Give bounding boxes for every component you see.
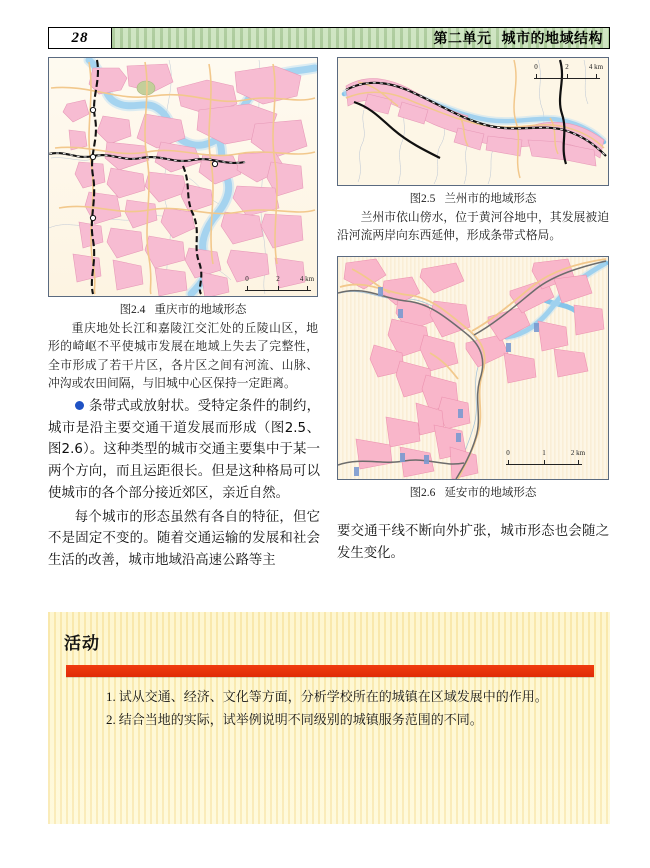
figure-2-5-note: 兰州市依山傍水，位于黄河谷地中，其发展被迫沿河流两岸向东西延伸，形成条带式格局。 <box>337 210 609 243</box>
activity-item-2-number: 2. <box>106 711 116 727</box>
figure-2-5-caption <box>337 190 609 206</box>
page-number: 28 <box>71 29 89 46</box>
paragraph-right: 要交通干线不断向外扩张，城市形态也会随之发生变化。 <box>337 524 609 561</box>
map-yanan <box>337 256 609 480</box>
activity-item-1-number: 1. <box>106 689 116 704</box>
scale-label-1: 2 <box>565 63 569 71</box>
figure-2-5-number: 图2.5 <box>409 193 436 205</box>
activity-list <box>106 686 606 732</box>
map-chongqing <box>48 57 318 297</box>
scale-label-2: 4 km <box>588 63 604 71</box>
scale-label-0: 0 <box>534 63 538 71</box>
figure-2-4-caption <box>48 301 318 317</box>
scalebar-fig-2-6 <box>506 448 586 465</box>
bullet-paragraph <box>48 396 320 505</box>
figure-2-4-note: 重庆地处长江和嘉陵江交汇处的丘陵山区，地形的崎岖不平使城市发展在地域上失去了完整性，全市形成了若干片区，各片区之间有河流、山脉、冲沟或农田间隔，与旧城中心区保持一定距离。 <box>48 321 318 390</box>
figure-2-4-title: 重庆市的地域形态 <box>154 304 247 316</box>
scale-label-2: 4 km <box>299 275 315 283</box>
activity-red-rule <box>66 665 594 677</box>
bullet-paragraph-text: 条带式或放射状。受特定条件的制约，城市是沿主要交通干道发展而形成（图2.5、图2.6）。这种类型的城市交通主要集中于某一两个方向，而且运距很长。但是这种格局可以使城市的各个部分接近郊区，亲近自然。 <box>48 399 320 501</box>
paragraph-left: 每个城市的形态虽然有各自的特征，但它不是固定不变的。随着交通运输的发展和社会生活的改善，城市地域沿高速公路等主 <box>48 509 320 568</box>
scale-label-1: 1 <box>542 449 546 457</box>
figure-2-4 <box>48 57 318 392</box>
map-lanzhou <box>337 57 609 186</box>
scale-label-1: 2 <box>276 275 280 283</box>
activity-item-2-text: 结合当地的实际，试举例说明不同级别的城镇服务范围的不同。 <box>118 711 483 727</box>
body-left-column <box>48 396 320 572</box>
figure-2-4-number: 图2.4 <box>119 304 146 316</box>
figure-2-6-number: 图2.6 <box>409 487 436 499</box>
header-band <box>112 27 610 49</box>
header-chapter-title: 城市的地域结构 <box>501 31 603 47</box>
activity-item-1 <box>106 686 606 709</box>
activity-box <box>48 612 610 824</box>
page-header <box>48 27 610 49</box>
scalebar-fig-2-4 <box>245 274 315 291</box>
scale-label-2: 2 km <box>570 449 586 457</box>
figure-2-6 <box>337 256 609 500</box>
header-unit: 第二单元 <box>433 31 492 47</box>
header-title <box>434 28 610 48</box>
activity-title: 活动 <box>64 634 100 654</box>
scale-label-0: 0 <box>506 449 510 457</box>
page-number-box <box>48 27 112 49</box>
body-right-column <box>337 521 609 564</box>
activity-item-1-text: 试从交通、经济、文化等方面，分析学校所在的城镇在区域发展中的作用。 <box>118 689 548 704</box>
figure-2-5 <box>337 57 609 245</box>
scale-label-0: 0 <box>245 275 249 283</box>
activity-item-2 <box>106 709 606 732</box>
figure-2-6-caption <box>337 484 609 500</box>
map-yanan-canvas <box>338 257 608 479</box>
figure-2-5-title: 兰州市的地域形态 <box>444 193 537 205</box>
figure-2-6-title: 延安市的地域形态 <box>444 487 537 499</box>
blue-bullet-icon <box>75 401 84 410</box>
map-chongqing-canvas <box>49 58 317 296</box>
scalebar-fig-2-5 <box>534 62 604 79</box>
